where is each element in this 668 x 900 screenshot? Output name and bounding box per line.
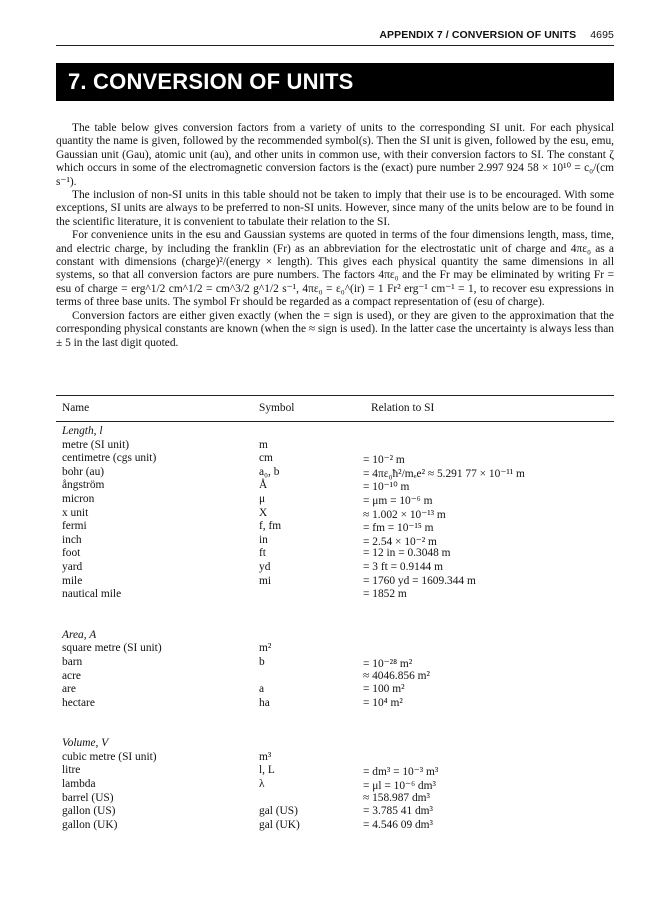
unit-relation: = 1852 m [363,588,407,601]
table-row [56,819,614,833]
unit-name: lambda [62,778,96,791]
running-header [379,29,614,41]
unit-relation: = μl = 10⁻⁶ dm³ [363,780,436,793]
unit-symbol: l, L [259,764,275,777]
unit-name: ångström [62,479,105,492]
unit-name: gallon (US) [62,805,116,818]
unit-relation: = 1760 yd = 1609.344 m [363,574,476,587]
unit-name: bohr (au) [62,465,105,478]
table-row [56,439,614,453]
table-row [56,778,614,792]
table-row [56,751,614,765]
table-row [56,656,614,670]
section-heading-row [56,425,614,439]
table-row [56,683,614,697]
unit-name: hectare [62,696,95,709]
unit-relation: = 2.54 × 10⁻² m [363,535,437,548]
table-row [56,764,614,778]
table-row [56,520,614,534]
table-row [56,805,614,819]
unit-symbol: in [259,533,268,546]
table-row [56,507,614,521]
unit-relation: = 10⁴ m² [363,696,403,709]
unit-relation: ≈ 1.002 × 10⁻¹³ m [363,508,446,521]
unit-symbol: f, fm [259,520,282,533]
unit-symbol: a₀, b [259,465,280,478]
unit-relation: = 100 m² [363,683,405,696]
table-row [56,534,614,548]
intro-text [56,122,614,350]
table-row [56,547,614,561]
unit-relation: = 12 in = 0.3048 m [363,547,451,560]
table-row [56,493,614,507]
table-row [56,575,614,589]
unit-relation: = 3 ft = 0.9144 m [363,560,443,573]
unit-name: are [62,683,76,696]
unit-relation: ≈ 4046.856 m² [363,669,430,682]
unit-relation: ≈ 158.987 dm³ [363,791,430,804]
unit-name: centimetre (cgs unit) [62,452,157,465]
table-top-rule [56,395,614,396]
table-row [56,792,614,806]
unit-name: gallon (UK) [62,818,118,831]
unit-relation: = μm = 10⁻⁶ m [363,494,433,507]
unit-relation: = dm³ = 10⁻³ m³ [363,766,439,779]
section-spacer [56,602,614,629]
column-header-name: Name [62,402,90,414]
table-header-rule [56,421,614,422]
unit-name: mile [62,574,83,587]
conversion-table [56,425,614,832]
unit-relation: = 4πε₀ħ²/mₑe² ≈ 5.291 77 × 10⁻¹¹ m [363,467,525,480]
unit-symbol: gal (US) [259,805,298,818]
section-heading-row [56,737,614,751]
unit-symbol: gal (UK) [259,818,300,831]
unit-symbol: yd [259,560,271,573]
table-row [56,588,614,602]
intro-paragraph-1: The table below gives conversion factors from a variety of units to the corresponding SI unit. For each physical quantity the name is given, followed by the recommended symbol(s). Then the SI unit is given, followed by the esu, emu, Gaussian unit (Gau), atomic unit (au), and other units in common use, with their conversion factors to SI. The constant ζ which occurs in some of the electromagnetic conversion factors is the (exact) pure number 2.997 924 58 × 10¹⁰ = c₀/(cm s⁻¹). [56,122,614,188]
table-row [56,466,614,480]
unit-relation: = 10⁻²⁸ m² [363,657,413,670]
unit-symbol: a [259,683,265,696]
unit-relation: = 10⁻¹⁰ m [363,481,410,494]
table-row [56,670,614,684]
unit-name: barrel (US) [62,791,114,804]
header-rule [56,45,614,46]
unit-name: inch [62,533,82,546]
unit-name: square metre (SI unit) [62,642,162,655]
table-row [56,642,614,656]
unit-relation: = 10⁻² m [363,454,405,467]
unit-symbol: X [259,506,268,519]
unit-name: fermi [62,520,87,533]
unit-symbol: m³ [259,750,272,763]
chapter-banner [56,63,614,101]
unit-name: nautical mile [62,588,122,601]
section-heading-row [56,629,614,643]
unit-name: foot [62,547,81,560]
column-header-symbol: Symbol [259,402,295,414]
unit-relation: = fm = 10⁻¹⁵ m [363,522,434,535]
unit-symbol: mi [259,574,272,587]
unit-relation: = 4.546 09 dm³ [363,818,433,831]
unit-name: x unit [62,506,89,519]
unit-symbol: m² [259,642,272,655]
intro-paragraph-2: The inclusion of non-SI units in this table should not be taken to imply that their use is to be encouraged. With some exceptions, SI units are always to be preferred to non-SI units. However, since many of the units below are to be found in the scientific literature, it is convenient to tabulate their relation to the SI. [56,189,614,228]
intro-paragraph-4: Conversion factors are either given exactly (when the = sign is used), or they are given to the approximation that the corresponding physical constants are known (when the ≈ sign is used). In the latter case the uncertainty is always less than ± 5 in the last digit quoted. [56,309,614,349]
table-row [56,452,614,466]
table-row [56,561,614,575]
table-row [56,697,614,711]
unit-symbol: ft [259,547,266,560]
section-title: Volume, V [62,737,109,750]
table-row [56,479,614,493]
intro-paragraph-3: For convenience units in the esu and Gaussian systems are quoted in terms of the four dimensions length, mass, time, and electric charge, by including the franklin (Fr) as an abbreviation for the electrostatic unit of charge and 4πε₀ as a constant with dimensions (charge)²/(energy × length). This gives each physical quantity the same dimensions in all systems, so that all conversion factors are pure numbers. The factors 4πε₀ and the Fr may be eliminated by writing Fr = esu of charge = erg^1/2 cm^1/2 = cm^3/2 g^1/2 s⁻¹, 4πε₀ = ε₀^(ir) = 1 Fr² erg⁻¹ cm⁻¹ = 1, to recover esu expressions in terms of three base units. The symbol Fr should be regarded as a compact representation of (esu of charge). [56,229,614,309]
unit-relation: = 3.785 41 dm³ [363,805,433,818]
chapter-title: 7. CONVERSION OF UNITS [68,69,354,94]
unit-symbol: ha [259,696,270,709]
page-number: 4695 [590,29,614,41]
unit-name: barn [62,655,83,668]
unit-symbol: cm [259,452,273,465]
running-title: APPENDIX 7 / CONVERSION OF UNITS [379,29,577,41]
unit-name: yard [62,560,83,573]
unit-symbol: b [259,655,265,668]
unit-name: micron [62,492,95,505]
unit-name: litre [62,764,81,777]
unit-name: cubic metre (SI unit) [62,750,157,763]
section-title: Area, A [62,628,97,641]
unit-name: metre (SI unit) [62,438,130,451]
unit-symbol: λ [259,778,265,791]
column-header-relation: Relation to SI [371,402,435,414]
unit-symbol: Å [259,479,268,492]
unit-symbol: m [259,438,268,451]
section-title: Length, l [62,425,103,437]
unit-symbol: μ [259,492,266,505]
section-spacer [56,710,614,737]
unit-name: acre [62,669,81,682]
